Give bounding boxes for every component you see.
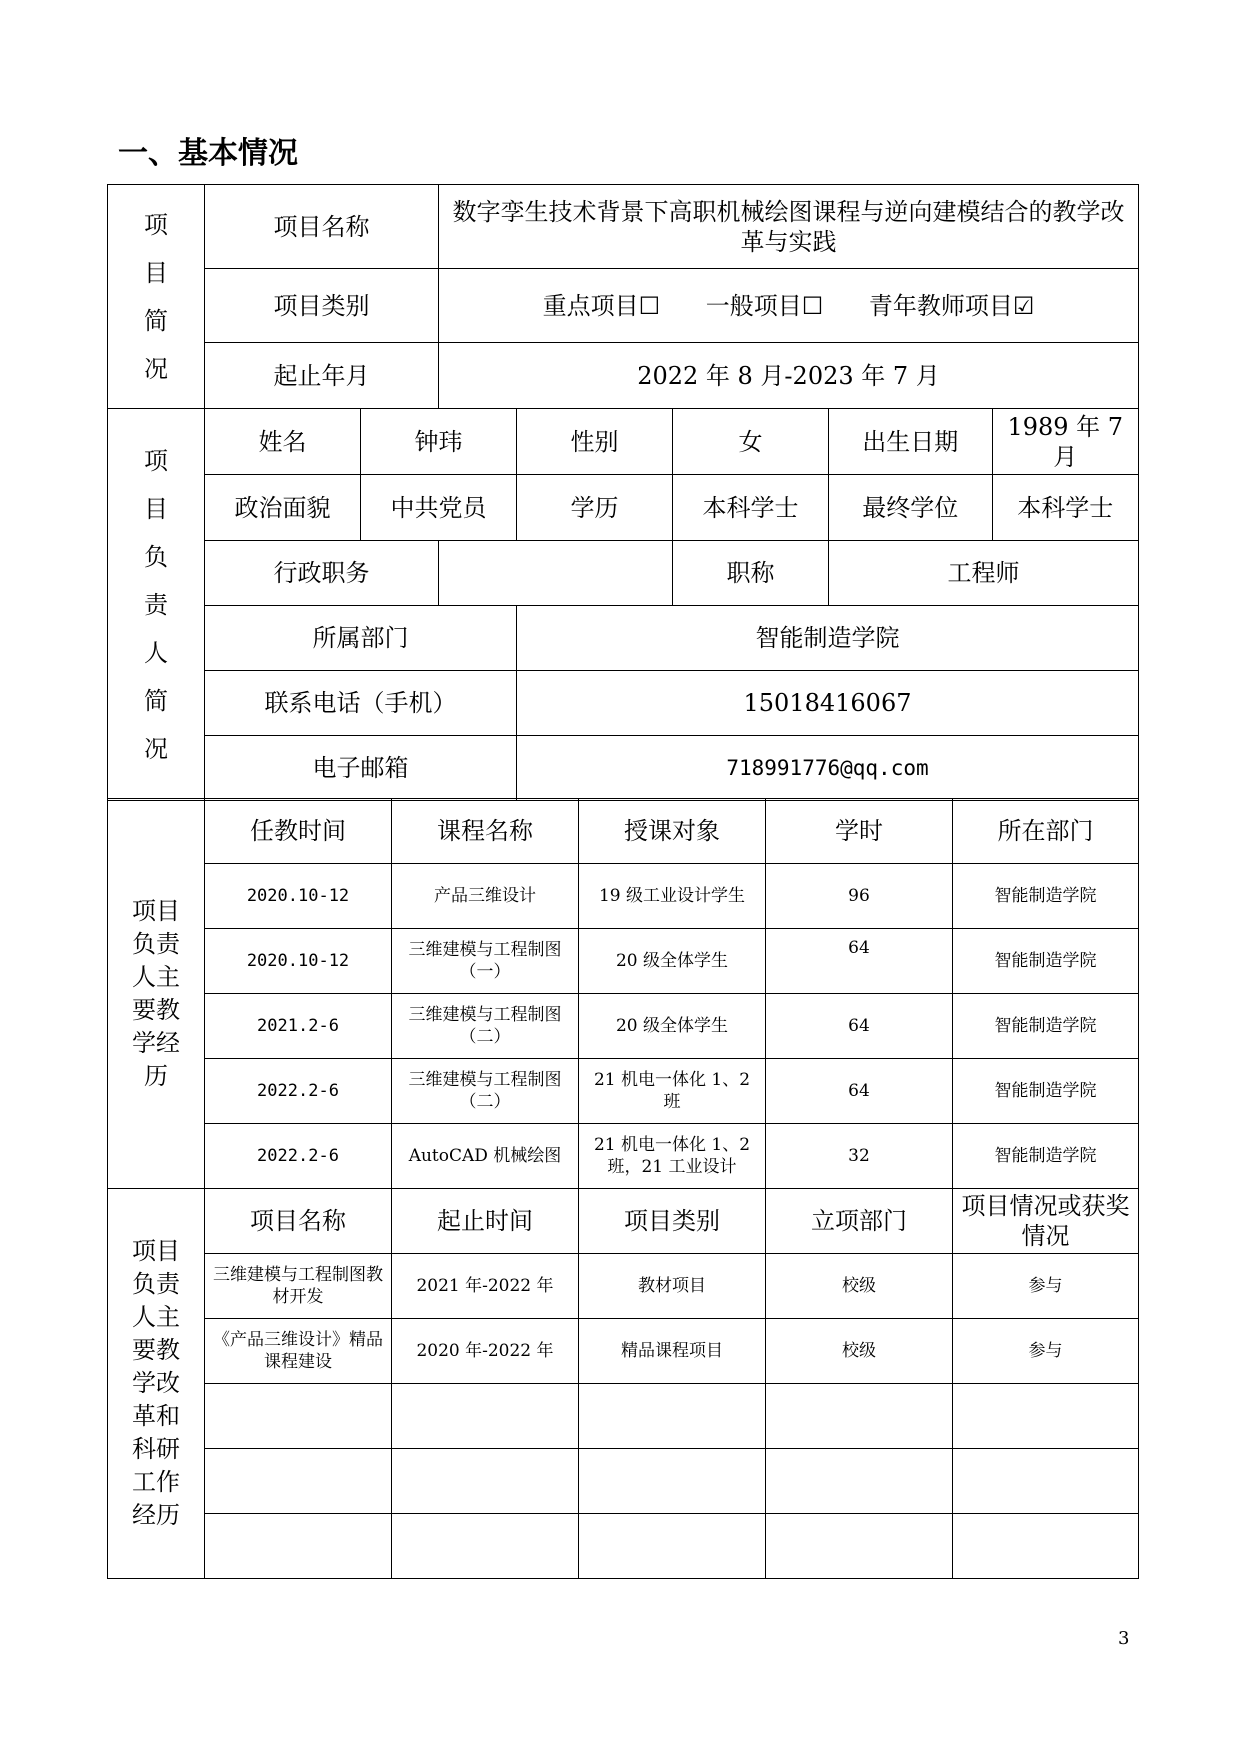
research-header-dept: 立项部门 — [766, 1189, 953, 1254]
project-period-value: 2022 年 8 月-2023 年 7 月 — [439, 343, 1139, 409]
section-title: 一、基本情况 — [118, 136, 298, 171]
project-name-value: 数字孪生技术背景下高职机械绘图课程与逆向建模结合的教学改革与实践 — [439, 185, 1139, 269]
leader-admin-value — [439, 541, 673, 606]
leader-gender-label: 性别 — [517, 409, 673, 475]
teaching-header-audience: 授课对象 — [579, 799, 766, 864]
research-cell-status — [953, 1514, 1139, 1579]
research-header-category: 项目类别 — [579, 1189, 766, 1254]
teaching-cell-hours: 64 — [766, 994, 953, 1059]
leader-side-label: 项目负责人简况 — [108, 409, 205, 801]
teaching-cell-course: AutoCAD 机械绘图 — [392, 1124, 579, 1189]
leader-phone-value: 15018416067 — [517, 671, 1139, 736]
research-cell-dept — [766, 1384, 953, 1449]
leader-political-label: 政治面貌 — [205, 475, 361, 541]
leader-dept-label: 所属部门 — [205, 606, 517, 671]
teaching-cell-course: 三维建模与工程制图（一） — [392, 929, 579, 994]
table-row — [108, 1449, 1139, 1514]
leader-name-label: 姓名 — [205, 409, 361, 475]
leader-name-value: 钟玮 — [361, 409, 517, 475]
research-cell-status: 参与 — [953, 1254, 1139, 1319]
teaching-header-dept: 所在部门 — [953, 799, 1139, 864]
research-cell-name — [205, 1514, 392, 1579]
project-period-label: 起止年月 — [205, 343, 439, 409]
teaching-cell-dept: 智能制造学院 — [953, 864, 1139, 929]
table-row — [108, 864, 1139, 929]
project-category-label: 项目类别 — [205, 269, 439, 343]
project-overview-table — [107, 184, 1139, 409]
teaching-cell-course: 产品三维设计 — [392, 864, 579, 929]
research-cell-dept — [766, 1449, 953, 1514]
teaching-side-label: 项目负责人主要教学经历 — [108, 799, 205, 1189]
research-cell-period — [392, 1449, 579, 1514]
research-cell-period — [392, 1384, 579, 1449]
teaching-cell-time: 2020.10-12 — [205, 864, 392, 929]
project-category-options — [439, 269, 1139, 343]
teaching-cell-course: 三维建模与工程制图（二） — [392, 1059, 579, 1124]
research-cell-status — [953, 1449, 1139, 1514]
table-row — [108, 1124, 1139, 1189]
research-cell-dept: 校级 — [766, 1319, 953, 1384]
teaching-cell-time: 2021.2-6 — [205, 994, 392, 1059]
research-experience-table — [107, 1188, 1139, 1579]
research-cell-name: 三维建模与工程制图教材开发 — [205, 1254, 392, 1319]
teaching-cell-hours: 32 — [766, 1124, 953, 1189]
teaching-header-hours: 学时 — [766, 799, 953, 864]
research-cell-dept: 校级 — [766, 1254, 953, 1319]
category-option-key: 重点项目☐ — [542, 291, 661, 320]
research-header-status: 项目情况或获奖情况 — [953, 1189, 1139, 1254]
page-number: 3 — [1118, 1628, 1130, 1649]
table-row — [108, 1059, 1139, 1124]
teaching-cell-time: 2020.10-12 — [205, 929, 392, 994]
degree-value-cell: 本科学士 — [1017, 493, 1114, 522]
teaching-cell-audience: 20 级全体学生 — [579, 994, 766, 1059]
table-row — [108, 929, 1139, 994]
table-row — [108, 1514, 1139, 1579]
leader-admin-label: 行政职务 — [205, 541, 439, 606]
teaching-cell-hours: 64 — [766, 1059, 953, 1124]
research-side-label: 项目负责人主要教学改革和科研工作经历 — [108, 1189, 205, 1579]
category-option-general: 一般项目☐ — [705, 291, 824, 320]
leader-education-value: 本科学士 — [673, 475, 829, 541]
research-cell-name — [205, 1384, 392, 1449]
overview-side-label: 项目简况 — [108, 185, 205, 409]
leader-dept-value: 智能制造学院 — [517, 606, 1139, 671]
leader-birth-combo — [829, 409, 1139, 475]
teaching-cell-dept: 智能制造学院 — [953, 1124, 1139, 1189]
research-cell-category — [579, 1514, 766, 1579]
table-row — [108, 994, 1139, 1059]
teaching-cell-audience: 21 机电一体化 1、2 班 — [579, 1059, 766, 1124]
leader-degree-combo — [829, 475, 1139, 541]
research-cell-category — [579, 1449, 766, 1514]
leader-email-label: 电子邮箱 — [205, 736, 517, 801]
teaching-cell-time: 2022.2-6 — [205, 1124, 392, 1189]
research-cell-period: 2021 年-2022 年 — [392, 1254, 579, 1319]
research-header-period: 起止时间 — [392, 1189, 579, 1254]
teaching-cell-time: 2022.2-6 — [205, 1059, 392, 1124]
leader-education-label: 学历 — [517, 475, 673, 541]
leader-email-value: 718991776@qq.com — [517, 736, 1139, 801]
research-cell-name: 《产品三维设计》精品课程建设 — [205, 1319, 392, 1384]
table-row — [108, 1319, 1139, 1384]
research-cell-period: 2020 年-2022 年 — [392, 1319, 579, 1384]
category-option-young-teacher: 青年教师项目☑ — [868, 291, 1035, 320]
research-cell-period — [392, 1514, 579, 1579]
research-cell-category — [579, 1384, 766, 1449]
teaching-cell-audience: 20 级全体学生 — [579, 929, 766, 994]
leader-title-value: 工程师 — [829, 541, 1139, 606]
teaching-cell-dept: 智能制造学院 — [953, 1059, 1139, 1124]
research-cell-dept — [766, 1514, 953, 1579]
research-cell-category: 精品课程项目 — [579, 1319, 766, 1384]
teaching-cell-audience: 19 级工业设计学生 — [579, 864, 766, 929]
table-row — [108, 1254, 1139, 1319]
teaching-cell-hours: 64 — [766, 929, 953, 994]
research-cell-status: 参与 — [953, 1319, 1139, 1384]
table-row — [108, 1384, 1139, 1449]
teaching-header-course: 课程名称 — [392, 799, 579, 864]
degree-label-cell: 最终学位 — [829, 475, 992, 540]
teaching-header-time: 任教时间 — [205, 799, 392, 864]
research-cell-category: 教材项目 — [579, 1254, 766, 1319]
leader-gender-value: 女 — [673, 409, 829, 475]
project-name-label: 项目名称 — [205, 185, 439, 269]
teaching-cell-audience: 21 机电一体化 1、2 班，21 工业设计 — [579, 1124, 766, 1189]
research-cell-name — [205, 1449, 392, 1514]
research-header-name: 项目名称 — [205, 1189, 392, 1254]
teaching-cell-dept: 智能制造学院 — [953, 929, 1139, 994]
leader-phone-label: 联系电话（手机） — [205, 671, 517, 736]
teaching-cell-course: 三维建模与工程制图（二） — [392, 994, 579, 1059]
research-cell-status — [953, 1384, 1139, 1449]
teaching-experience-table — [107, 798, 1139, 1189]
birth-value-cell: 1989 年 7 月 — [1007, 412, 1124, 471]
leader-title-label: 职称 — [673, 541, 829, 606]
teaching-cell-dept: 智能制造学院 — [953, 994, 1139, 1059]
birth-label-cell: 出生日期 — [829, 409, 992, 474]
leader-profile-table — [107, 408, 1139, 801]
teaching-cell-hours: 96 — [766, 864, 953, 929]
leader-political-value: 中共党员 — [361, 475, 517, 541]
